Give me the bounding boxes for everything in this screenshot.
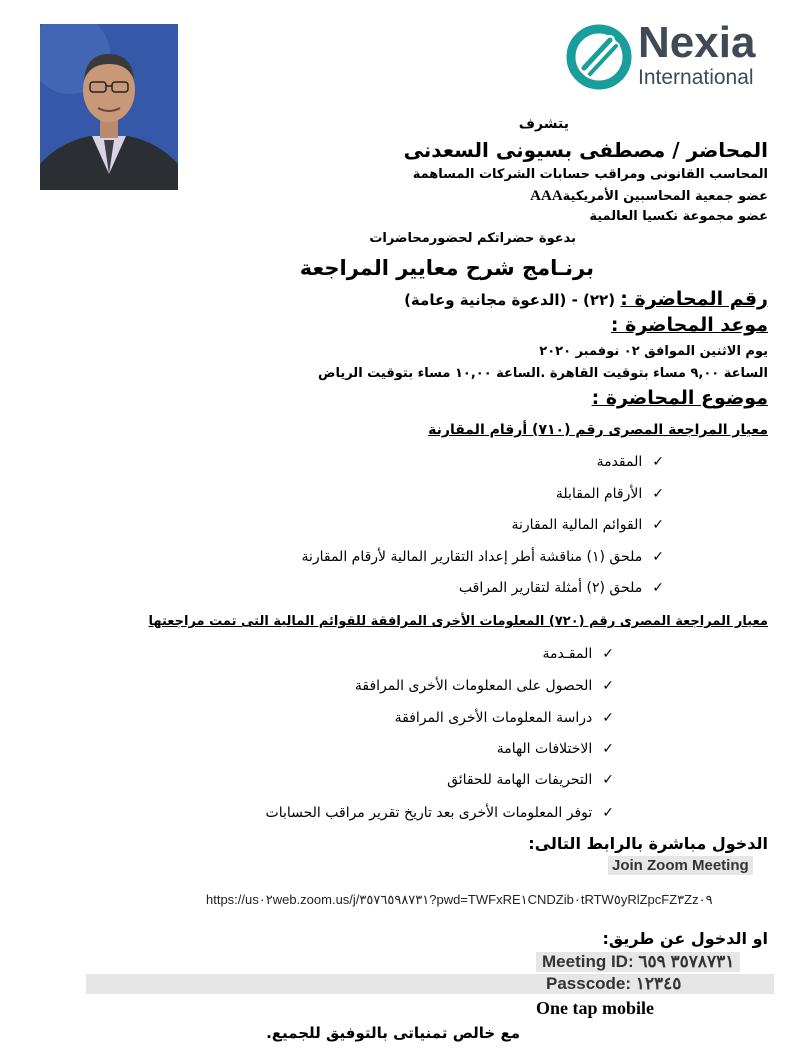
standard-720-title: معيار المراجعة المصرى رقم (٧٢٠) المعلومات الأخرى المرافقة للقوائم المالية التى تمت مراجعتها xyxy=(148,614,768,629)
list-item xyxy=(301,549,664,565)
logo-subtitle: International xyxy=(638,66,754,89)
credential-line-2 xyxy=(530,188,768,205)
list-item-text: المقـدمة xyxy=(542,646,593,662)
list-item xyxy=(266,805,614,821)
standard-710-title: معيار المراجعة المصرى رقم (٧١٠) أرقام المقارنة xyxy=(428,422,768,438)
lecture-number-row xyxy=(404,288,768,310)
list-item xyxy=(395,710,614,726)
check-icon: ✓ xyxy=(652,517,664,533)
lecture-number-value: (٢٢) - (الدعوة مجانية وعامة) xyxy=(404,291,616,309)
check-icon: ✓ xyxy=(652,454,664,470)
list-item xyxy=(447,772,614,788)
list-item xyxy=(512,517,664,533)
check-icon: ✓ xyxy=(602,646,614,662)
check-icon: ✓ xyxy=(602,772,614,788)
list-item-text: دراسة المعلومات الأخرى المرافقة xyxy=(394,710,593,726)
list-item-text: الاختلافات الهامة xyxy=(496,741,593,757)
check-icon: ✓ xyxy=(602,710,614,726)
list-item xyxy=(355,678,614,694)
lecture-date: يوم الاثنين الموافق ٠٢ نوفمبر ٢٠٢٠ xyxy=(539,344,768,359)
check-icon: ✓ xyxy=(652,580,664,596)
list-item-text: الحصول على المعلومات الأخرى المرافقة xyxy=(354,678,593,694)
credential-line-2-ar: عضو جمعية المحاسبين الأمريكية xyxy=(562,189,768,204)
credential-line-3: عضو مجموعة نكسيا العالمية xyxy=(589,209,768,224)
check-icon: ✓ xyxy=(602,805,614,821)
list-item-text: ملحق (٢) أمثلة لتقارير المراقب xyxy=(458,580,643,596)
closing-text: مع خالص تمنياتى بالتوفيق للجميع. xyxy=(266,1024,520,1042)
credential-line-1: المحاسب القانونى ومراقب حسابات الشركات المساهمة xyxy=(412,167,768,182)
logo-wordmark: Nexia xyxy=(638,18,756,67)
list-item xyxy=(459,580,664,596)
list-item-text: ملحق (١) مناقشة أطر إعداد التقارير المالية لأرقام المقارنة xyxy=(301,549,643,565)
join-zoom-link[interactable]: Join Zoom Meeting xyxy=(608,856,753,875)
check-icon: ✓ xyxy=(602,678,614,694)
list-item xyxy=(542,646,614,662)
program-title: برنـامج شرح معايير المراجعة xyxy=(299,256,594,280)
lecture-topic-label: موضوع المحاضرة : xyxy=(591,387,768,409)
lecture-date-label: موعد المحاضرة : xyxy=(610,314,768,336)
invite-text: بدعوة حضراتكم لحضورمحاضرات xyxy=(369,231,576,246)
list-item-text: المقدمة xyxy=(596,454,643,470)
meeting-id: Meeting ID: ٣٥٧٨٧٣١ ٦٥٩ xyxy=(536,952,740,972)
list-item-text: القوائم المالية المقارنة xyxy=(511,517,643,533)
list-item xyxy=(497,741,614,757)
passcode: Passcode: ١٢٣٤٥ xyxy=(546,974,682,993)
check-icon: ✓ xyxy=(602,741,614,757)
list-item xyxy=(597,454,664,470)
lecture-time: الساعة ٩,٠٠ مساء بتوقيت القاهرة .الساعة ١٠,٠٠ مساء بتوقيت الرياض xyxy=(317,366,768,381)
direct-join-label: الدخول مباشرة بالرابط التالى: xyxy=(528,834,768,853)
check-icon: ✓ xyxy=(652,549,664,565)
lecturer-photo xyxy=(40,24,178,190)
one-tap-mobile: One tap mobile xyxy=(536,998,655,1018)
check-icon: ✓ xyxy=(652,486,664,502)
list-item-text: توفر المعلومات الأخرى بعد تاريخ تقرير مراقب الحسابات xyxy=(265,805,593,821)
lecturer-name: المحاضر / مصطفى بسيونى السعدنى xyxy=(403,138,768,162)
honored-text: يتشرف xyxy=(518,116,569,132)
zoom-url-link[interactable]: https://us٠٢web.zoom.us/j/٣٥٧٦٥٩٨٧٣١?pwd=TWFxRE١CNDZib٠tRTW٥yRlZpcFZ٣Zz٠٩ xyxy=(206,892,713,907)
lecture-number-label: رقم المحاضرة : xyxy=(620,288,768,310)
list-item-text: الأرقام المقابلة xyxy=(555,486,643,502)
nexia-logo xyxy=(566,18,786,92)
credential-line-2-en: AAA xyxy=(530,188,563,204)
list-item-text: التحريفات الهامة للحقائق xyxy=(447,772,593,788)
nexia-logo-icon xyxy=(566,24,632,90)
portrait-image xyxy=(40,24,178,190)
list-item xyxy=(556,486,664,502)
or-join-label: او الدخول عن طريق: xyxy=(602,929,768,948)
